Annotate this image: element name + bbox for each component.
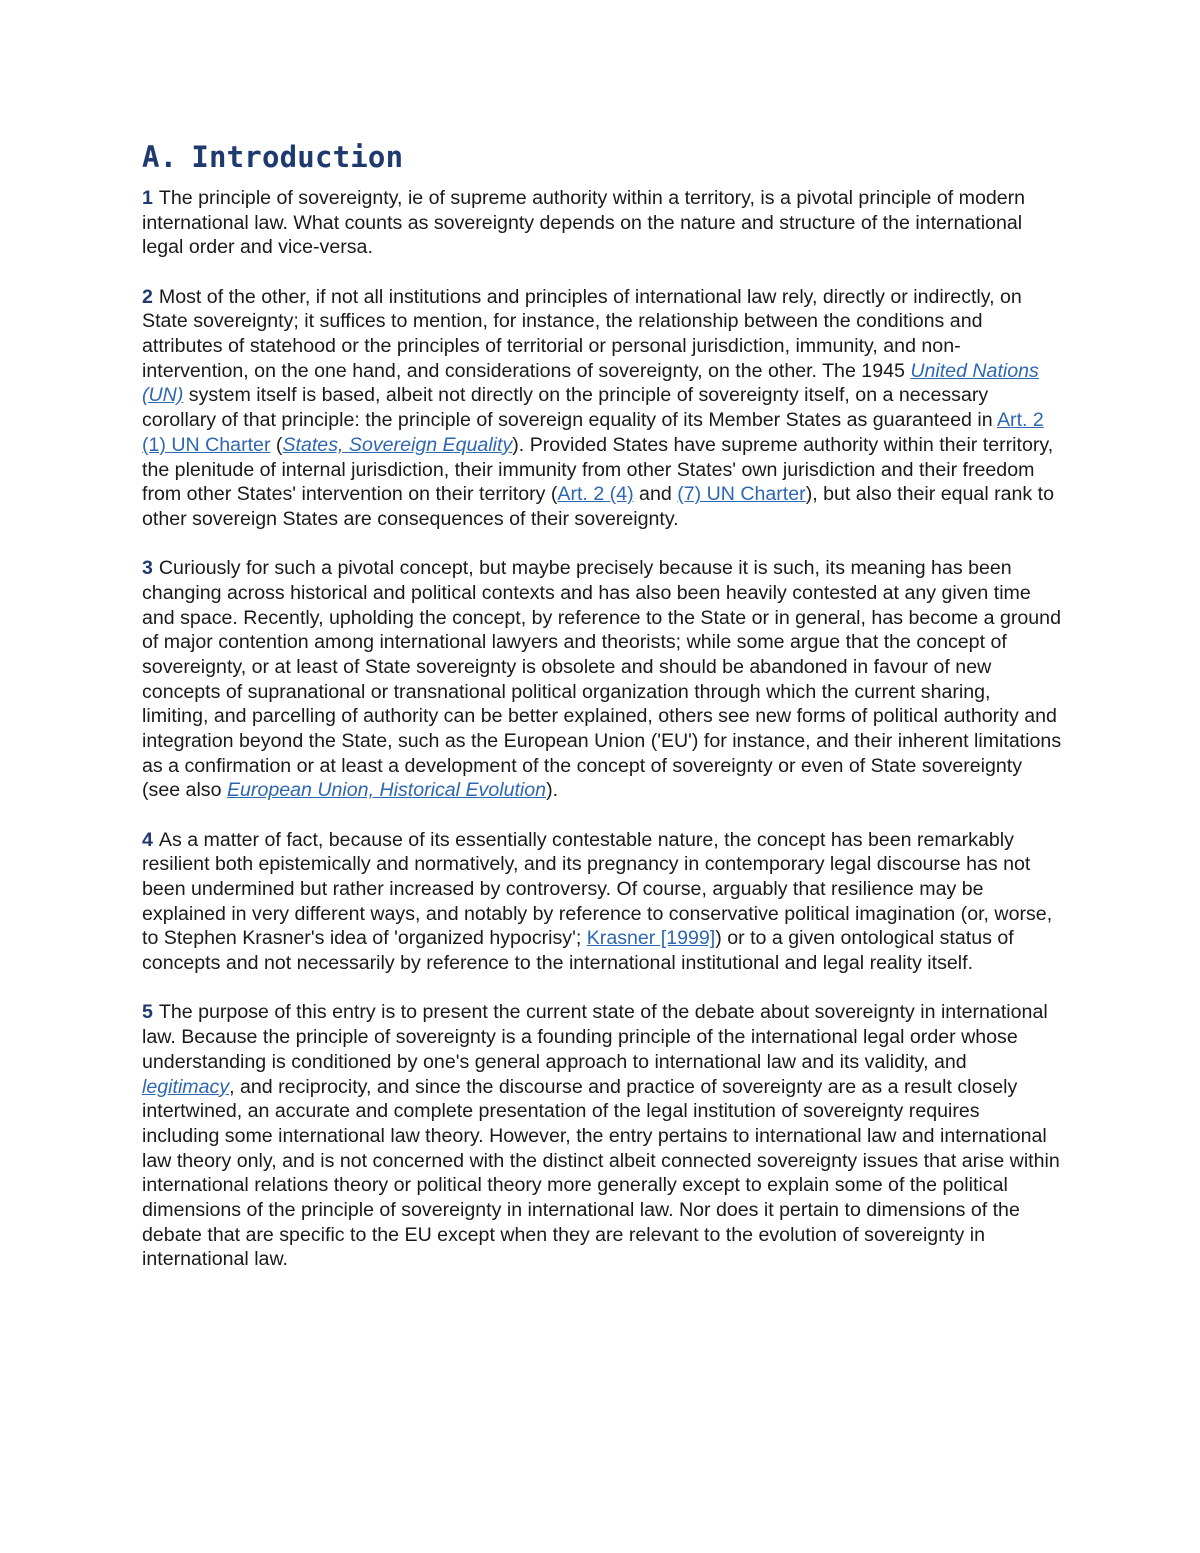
- reference-link[interactable]: legitimacy: [142, 1075, 230, 1098]
- paragraph-number: 1: [142, 187, 153, 209]
- paragraph-text: Curiously for such a pivotal concept, but maybe precisely because it is such, its meaning has been changing across historical and political contexts and has also been heavily contested at any given time and space. Recently, upholding the concept, by reference to the State or in general, has become a ground of major contention among international lawyers and theorists; while some argue that the concept of sovereignty, or at least of State sovereignty is obsolete and should be abandoned in favour of new concepts of supranational or transnational political organization through which the current sharing, limiting, and parcelling of authority can be better explained, others see new forms of political authority and integration beyond the State, such as the European Union ('EU') for instance, and their inherent limitations as a confirmation or at least a development of the concept of sovereignty or even of State sovereignty (see also: [142, 557, 1062, 802]
- paragraph-text: Most of the other, if not all institutions and principles of international law rely, directly or indirectly, on State sovereignty; it suffices to mention, for instance, the relationship between the conditions and attributes of statehood or the principles of territorial or personal jurisdiction, immunity, and non-intervention, on the one hand, and considerations of sovereignty, on the other. The 1945: [142, 285, 1022, 382]
- paragraph-5: [142, 1000, 1062, 1272]
- paragraph-number: 5: [142, 1001, 153, 1024]
- paragraph-number: 4: [142, 828, 153, 851]
- paragraph-text: The purpose of this entry is to present the current state of the debate about sovereignty in international law. Because the principle of sovereignty is a founding principle of the international legal order whose understanding is conditioned by one's general approach to international law and its validity, and: [142, 1001, 1048, 1073]
- paragraph-3: [142, 556, 1062, 803]
- reference-link[interactable]: Art. 2 (4): [557, 483, 634, 506]
- paragraph-2: [142, 285, 1062, 532]
- paragraph-text: ). Provided States have supreme authority within their territory, the plenitude of internal jurisdiction, their immunity from other States' own jurisdiction and their freedom from other States' intervention on their territory (: [142, 433, 1054, 506]
- reference-link[interactable]: Art. 2 (1) UN Charter: [142, 409, 1044, 456]
- paragraph-text: and: [633, 483, 678, 506]
- paragraph-text: The principle of sovereignty, ie of supreme authority within a territory, is a pivotal principle of modern international law. What counts as sovereignty depends on the nature and structure of the international legal order and vice-versa.: [142, 187, 1026, 259]
- section-title: Introduction: [191, 140, 404, 174]
- document-page: [142, 138, 1062, 1297]
- paragraph-1: [142, 186, 1062, 260]
- paragraph-text: ), but also their equal rank to other sovereign States are consequences of their sovereignty.: [142, 483, 1055, 530]
- reference-link[interactable]: States, Sovereign Equality: [282, 433, 513, 456]
- reference-link[interactable]: United Nations (UN): [142, 359, 1039, 407]
- reference-link[interactable]: European Union, Historical Evolution: [226, 779, 547, 802]
- section-letter: A.: [142, 140, 178, 174]
- paragraph-4: [142, 828, 1062, 976]
- section-heading: [142, 138, 1062, 176]
- paragraph-text: system itself is based, albeit not directly on the principle of sovereignty itself, on a necessary corollary of that principle: the principle of sovereign equality of its Member States as guaranteed in: [142, 384, 997, 432]
- paragraph-text: ).: [546, 779, 559, 802]
- paragraph-number: 3: [142, 557, 153, 580]
- paragraph-text: As a matter of fact, because of its essentially contestable nature, the concept has been remarkably resilient both epistemically and normatively, and its pregnancy in contemporary legal discourse has not been undermined but rather increased by controversy. Of course, arguably that resilience may be explained in very different ways, and notably by reference to conservative political imagination (or, worse, to Stephen Krasner's idea of 'organized hypocrisy';: [142, 828, 1053, 950]
- paragraph-text: , and reciprocity, and since the discourse and practice of sovereignty are as a result closely intertwined, an accurate and complete presentation of the legal institution of sovereignty requires including some international law theory. However, the entry pertains to international law and international law theory only, and is not concerned with the distinct albeit connected sovereignty issues that arise within international relations theory or political theory more generally except to explain some of the political dimensions of the principle of sovereignty in international law. Nor does it pertain to dimensions of the debate that are specific to the EU except when they are relevant to the evolution of sovereignty in international law.: [142, 1075, 1060, 1271]
- paragraph-list: [142, 186, 1062, 1272]
- reference-link[interactable]: (7) UN Charter: [677, 483, 806, 506]
- paragraph-text: ) or to a given ontological status of concepts and not necessarily by reference to the international institutional and legal reality itself.: [142, 927, 1014, 975]
- paragraph-number: 2: [142, 285, 153, 308]
- paragraph-text: (: [270, 433, 283, 456]
- reference-link[interactable]: Krasner [1999]: [586, 927, 716, 950]
